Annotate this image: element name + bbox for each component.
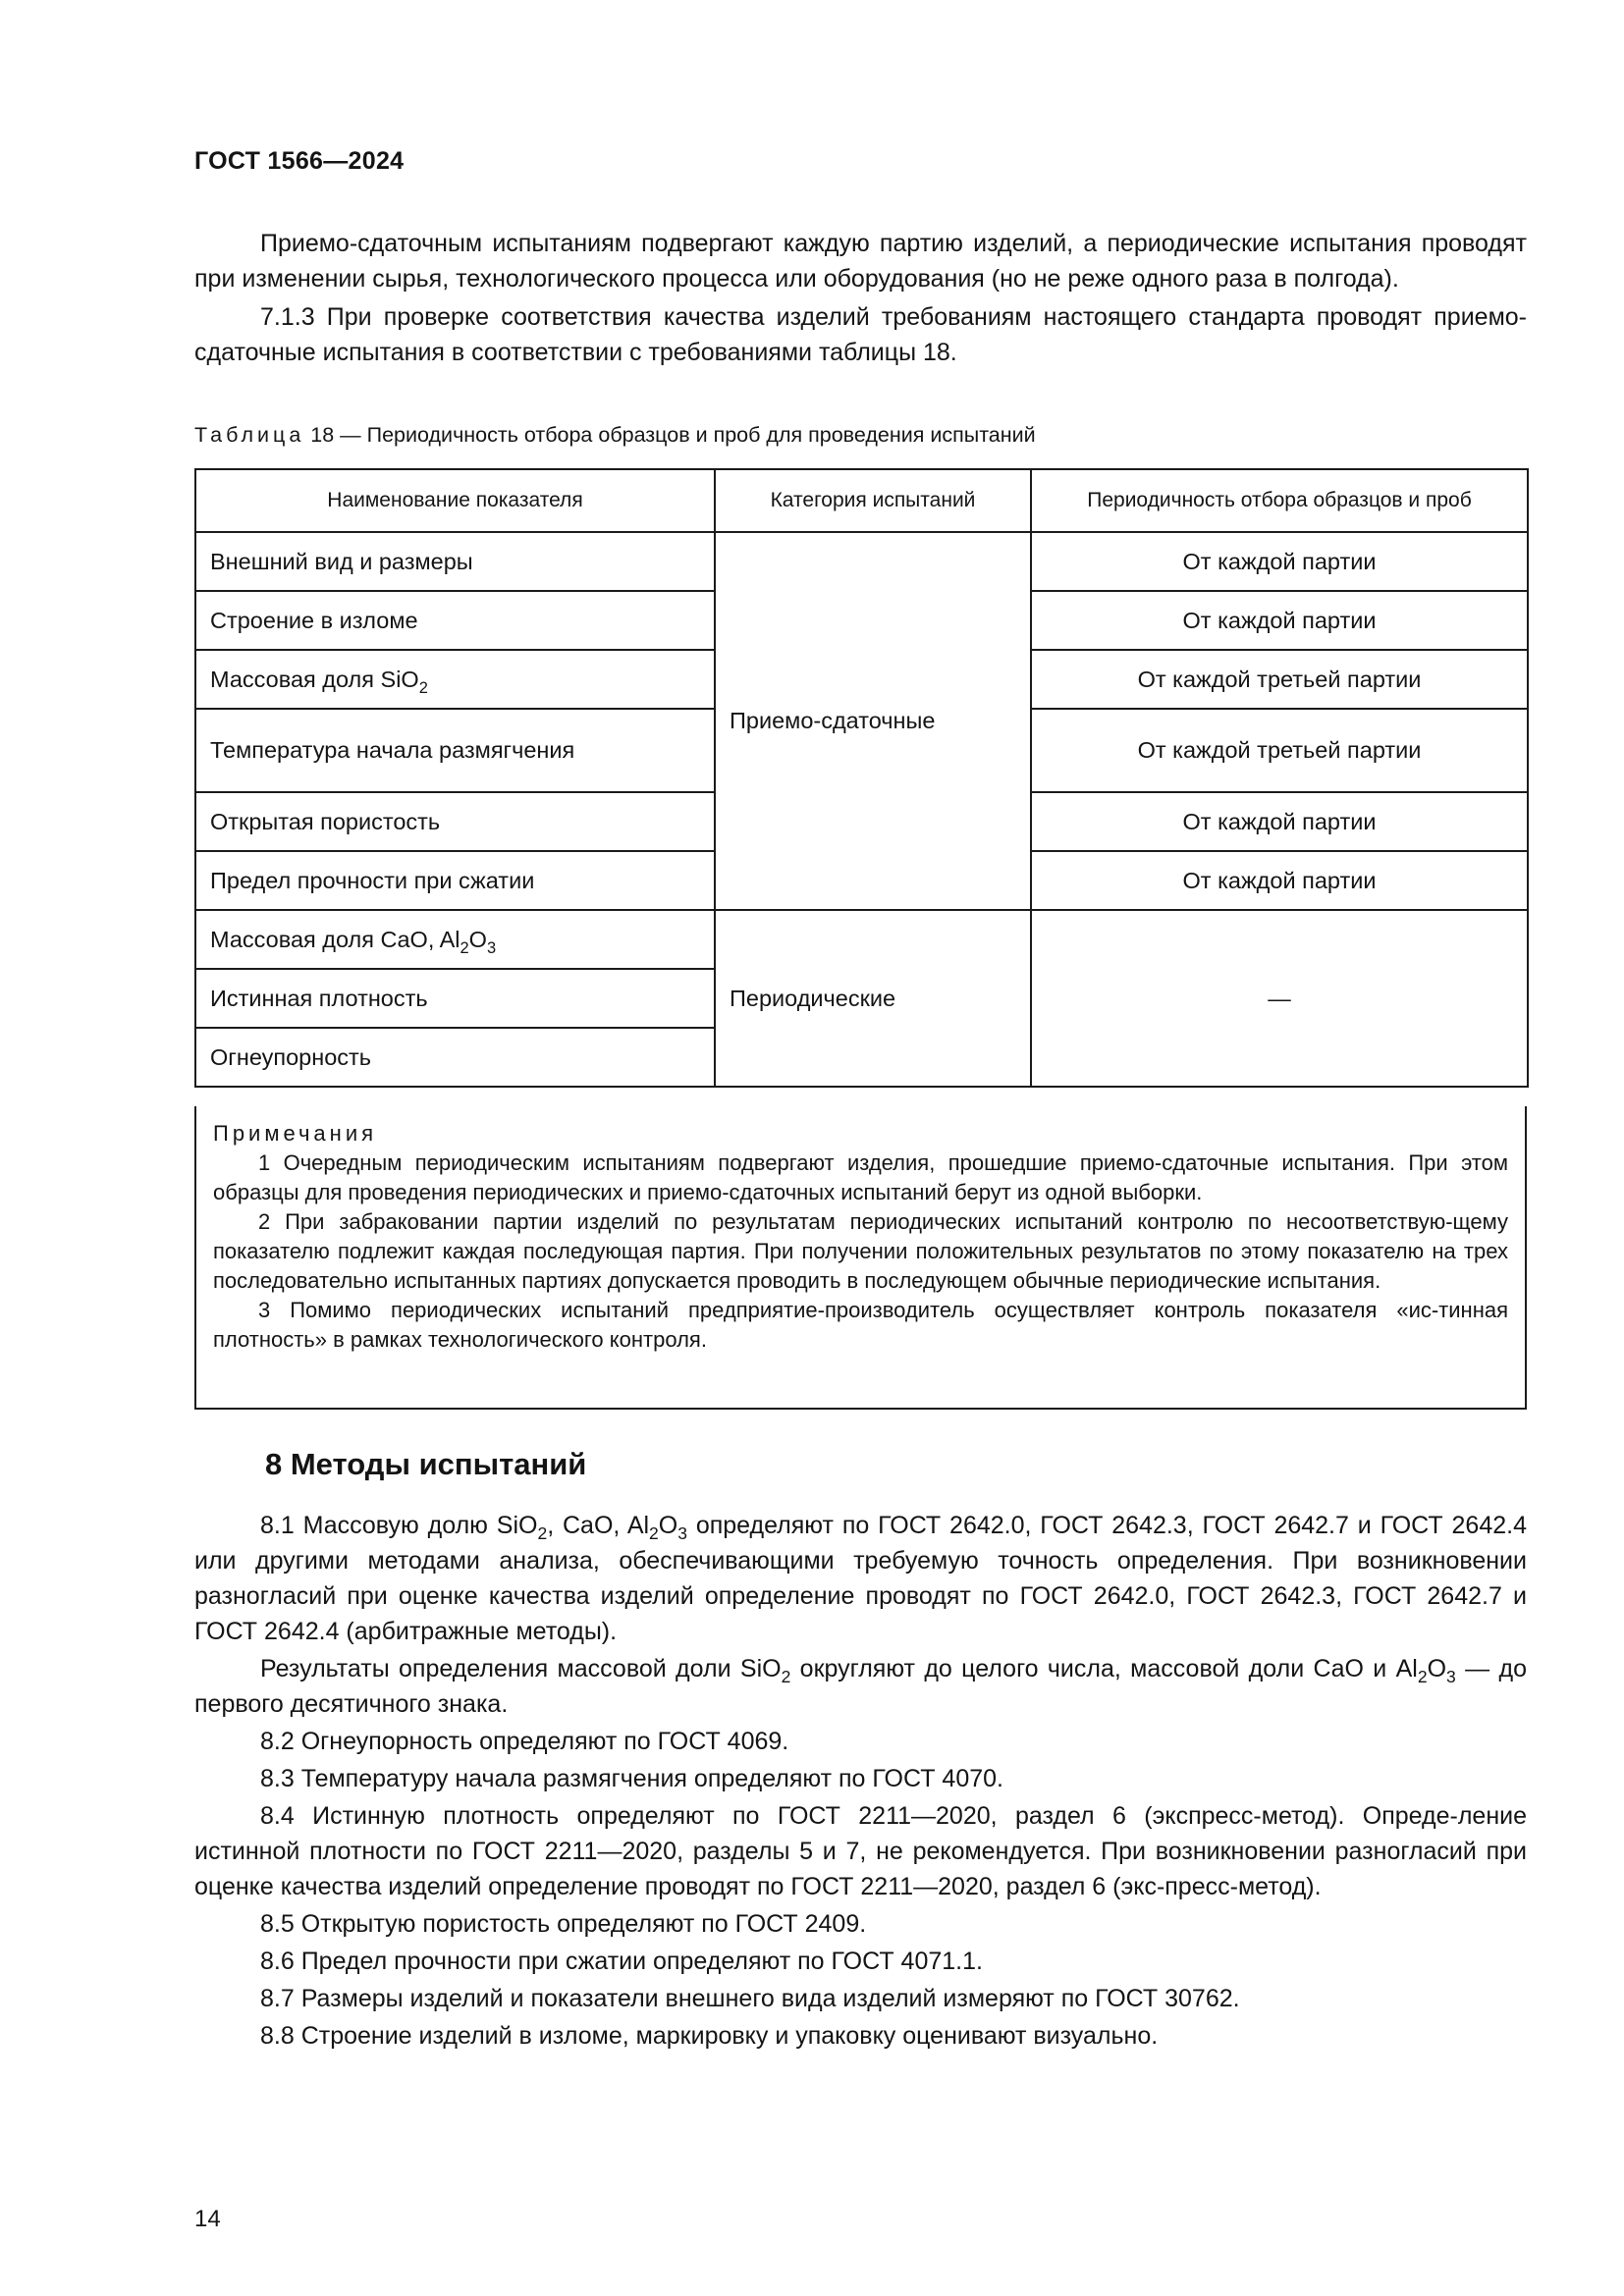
indicator-text: Массовая доля CaO, Al <box>210 926 460 952</box>
indicator-text: Массовая доля SiO <box>210 666 419 692</box>
text-run: 8.1 Массовую долю SiO <box>260 1512 538 1539</box>
paragraph-8-1 <box>194 1508 1527 1649</box>
periodicity-cell: От каждой партии <box>1031 591 1528 650</box>
note-1: 1 Очередным периодическим испытаниям подвергают изделия, прошедшие приемо-сдаточные испытания. При этом образцы для проведения периодических и приемо-сдаточных испытаний берут из одной выборки. <box>213 1150 1508 1204</box>
paragraph-8-4: 8.4 Истинную плотность определяют по ГОСТ 2211—2020, раздел 6 (экспресс-метод). Опреде-ление истинной плотности по ГОСТ 2211—2020, разделы 5 и 7, не рекомендуется. При возникновении разногласий при оценке качества изделий определение проводят по ГОСТ 2211—2020, раздел 6 (экс-пресс-метод). <box>194 1802 1527 1900</box>
indicator-text: O <box>468 926 487 952</box>
indicator-cell: Строение в изломе <box>195 591 715 650</box>
note-2: 2 При забраковании партии изделий по результатам периодических испытаний контролю по несоответствую-щему показателю подлежит каждая последующая партия. При получении положительных результатов по этому показателю на трех последовательно испытанных партиях допускается проводить в последующем обычные периодические испытания. <box>213 1209 1508 1293</box>
indicator-cell: Истинная плотность <box>195 969 715 1028</box>
indicator-cell: Открытая пористость <box>195 792 715 851</box>
indicator-cell: Температура начала размягчения <box>195 709 715 792</box>
periodicity-cell: От каждой партии <box>1031 532 1528 591</box>
section-8-body <box>194 1508 1527 2054</box>
text-run: Результаты определения массовой доли SiO <box>260 1655 782 1682</box>
paragraph-results <box>194 1651 1527 1722</box>
category-periodic-cell: Периодические <box>715 910 1031 1087</box>
table-notes <box>194 1106 1527 1410</box>
periodicity-cell: От каждой третьей партии <box>1031 650 1528 709</box>
subscript: 2 <box>537 1523 548 1544</box>
subscript: 2 <box>418 678 428 697</box>
indicator-cell: Огнеупорность <box>195 1028 715 1087</box>
page-number: 14 <box>194 2206 221 2232</box>
subscript: 3 <box>486 938 497 957</box>
text-run: округляют до целого числа, массовой доли CaO и Al <box>790 1655 1418 1682</box>
subscript: 2 <box>649 1523 659 1544</box>
subscript: 2 <box>781 1667 791 1687</box>
note-3: 3 Помимо периодических испытаний предприятие-производитель осуществляет контроль показателя «ис-тинная плотность» в рамках технологического контроля. <box>213 1298 1508 1352</box>
text-run: определяют по ГОСТ 2642.0, ГОСТ 2642.3, ГОСТ 2642.7 и ГОСТ 2642.4 или другими методами анализа, обеспечивающими требуемую точность определения. При возникновении разногласий при оценке качества изделий определение проводят по ГОСТ 2642.0, ГОСТ 2642.3, ГОСТ 2642.7 и ГОСТ 2642.4 (арбитражные методы). <box>194 1512 1527 1645</box>
indicator-cell <box>195 650 715 709</box>
subscript: 3 <box>677 1523 687 1544</box>
paragraph-8-3: 8.3 Температуру начала размягчения определяют по ГОСТ 4070. <box>260 1765 1003 1792</box>
text-run: , CaO, Al <box>547 1512 650 1539</box>
paragraph-8-2: 8.2 Огнеупорность определяют по ГОСТ 4069. <box>260 1728 789 1755</box>
header-indicator: Наименование показателя <box>195 469 715 532</box>
paragraph-acceptance: Приемо-сдаточным испытаниям подвергают каждую партию изделий, а периодические испытания проводят при изменении сырья, технологического процесса или оборудования (но не реже одного раза в полгода). <box>194 230 1527 293</box>
subscript: 3 <box>1446 1667 1456 1687</box>
table-row <box>195 532 1528 591</box>
sampling-table <box>194 468 1529 1088</box>
table-row <box>195 910 1528 969</box>
section-8-title: 8 Методы испытаний <box>265 1447 587 1481</box>
periodicity-cell: От каждой партии <box>1031 792 1528 851</box>
indicator-cell: Предел прочности при сжатии <box>195 851 715 910</box>
periodicity-dash-cell: — <box>1031 910 1528 1087</box>
paragraph-8-7: 8.7 Размеры изделий и показатели внешнего вида изделий измеряют по ГОСТ 30762. <box>260 1985 1240 2012</box>
header-periodicity: Периодичность отбора образцов и проб <box>1031 469 1528 532</box>
indicator-cell <box>195 910 715 969</box>
periodicity-cell: От каждой третьей партии <box>1031 709 1528 792</box>
table-caption-text: 18 — Периодичность отбора образцов и проб для проведения испытаний <box>304 423 1036 447</box>
periodicity-cell: От каждой партии <box>1031 851 1528 910</box>
paragraph-8-6: 8.6 Предел прочности при сжатии определяют по ГОСТ 4071.1. <box>260 1948 983 1975</box>
notes-title: Примечания <box>213 1121 378 1146</box>
text-run: O <box>1427 1655 1447 1682</box>
header-category: Категория испытаний <box>715 469 1031 532</box>
paragraph-8-5: 8.5 Открытую пористость определяют по ГОСТ 2409. <box>260 1910 867 1938</box>
text-run: O <box>658 1512 678 1539</box>
document-header: ГОСТ 1566—2024 <box>194 147 405 175</box>
paragraph-7-1-3: 7.1.3 При проверке соответствия качества изделий требованиям настоящего стандарта проводят приемо-сдаточные испытания в соответствии с требованиями таблицы 18. <box>194 303 1527 366</box>
intro-text <box>194 226 1527 370</box>
table-header-row <box>195 469 1528 532</box>
table-caption <box>194 423 1036 448</box>
category-acceptance-cell: Приемо-сдаточные <box>715 532 1031 910</box>
paragraph-8-8: 8.8 Строение изделий в изломе, маркировку и упаковку оценивают визуально. <box>260 2022 1159 2050</box>
text-run: — до первого десятичного знака. <box>194 1655 1527 1718</box>
subscript: 2 <box>460 938 469 957</box>
indicator-cell: Внешний вид и размеры <box>195 532 715 591</box>
table-caption-word: Таблица <box>194 423 305 447</box>
subscript: 2 <box>1417 1667 1428 1687</box>
